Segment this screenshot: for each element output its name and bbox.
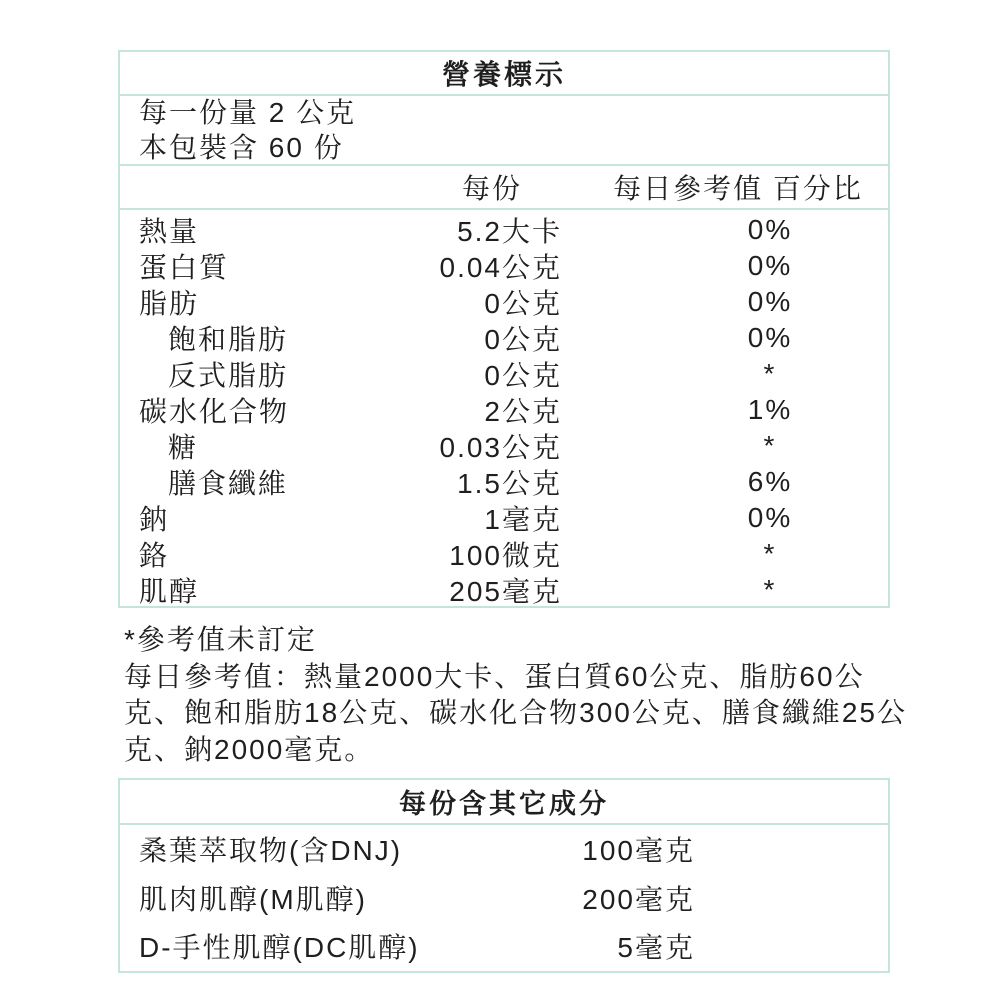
nutrient-name: 熱量 [139,216,200,247]
ingredient-amount: 200毫克 [582,883,695,915]
nutrient-row-sugar [120,426,888,462]
nutrient-amount: 1毫克 [484,504,562,535]
ingredient-amount: 5毫克 [617,932,695,964]
serving-size-line: 每一份量 2 公克 [139,97,357,128]
ingredient-row-myo-inositol [120,874,888,923]
nutrient-name: 肌醇 [139,576,200,607]
ingredients-table [118,778,890,973]
nutrient-row-protein [120,246,888,282]
nutrient-row-chromium [120,534,888,570]
ingredient-row-d-chiro-inositol [120,922,888,971]
nutrient-name: 膳食纖維 [168,468,289,499]
nutrient-row-calories [120,210,888,246]
nutrient-name: 鈉 [139,504,170,535]
nutrient-amount: 1.5公克 [457,468,562,499]
ingredient-row-mulberry-extract [120,825,888,874]
nutrition-table-title: 營養標示 [120,52,888,96]
nutrient-name: 碳水化合物 [139,396,290,427]
nutrient-daily-value: 6% [747,466,793,497]
nutrient-daily-value: 0% [747,250,793,281]
ingredient-amount: 100毫克 [582,835,695,867]
nutrient-row-dietary-fiber [120,462,888,498]
ingredient-name: D-手性肌醇(DC肌醇) [139,932,420,964]
servings-per-pack-line: 本包裝含 60 份 [139,132,344,163]
per-serving-column-header: 每份 [461,173,522,204]
nutrient-name: 反式脂肪 [168,360,289,391]
nutrient-daily-value: 0% [747,214,793,245]
nutrient-name: 糖 [168,432,199,463]
nutrient-row-carbohydrate [120,390,888,426]
nutrient-amount: 5.2大卡 [457,216,562,247]
daily-value-column-header: 每日參考值 百分比 [613,173,863,204]
nutrient-daily-value: * [763,574,777,605]
nutrient-name: 蛋白質 [139,252,230,283]
nutrient-daily-value: 1% [747,394,793,425]
nutrient-daily-value: 0% [747,322,793,353]
nutrient-daily-value: * [763,358,777,389]
undefined-reference-note: *參考值未訂定 [124,624,317,655]
nutrient-daily-value: 0% [747,286,793,317]
nutrient-row-inositol [120,570,888,606]
serving-info [120,96,888,166]
nutrient-row-trans-fat [120,354,888,390]
nutrient-daily-value: * [763,430,777,461]
daily-reference-paragraph: 每日參考值：熱量2000大卡、蛋白質60公克、脂肪60公克、飽和脂肪18公克、碳水化合物300公克、膳食纖維25公克、鈉2000毫克。 [124,660,908,765]
nutrient-row-sodium [120,498,888,534]
nutrient-amount: 0.04公克 [439,252,562,283]
nutrient-amount: 205毫克 [449,576,562,607]
nutrient-name: 脂肪 [139,288,200,319]
nutrient-amount: 0公克 [484,324,562,355]
nutrition-table [118,50,890,608]
nutrient-amount: 0公克 [484,360,562,391]
ingredients-table-title: 每份含其它成分 [120,780,888,825]
ingredient-name: 肌肉肌醇(M肌醇) [139,883,367,915]
nutrient-row-saturated-fat [120,318,888,354]
nutrient-amount: 2公克 [484,396,562,427]
ingredient-name: 桑葉萃取物(含DNJ) [139,835,403,867]
nutrient-name: 鉻 [139,540,170,571]
nutrient-daily-value: 0% [747,502,793,533]
nutrient-amount: 0公克 [484,288,562,319]
column-header-row [120,166,888,210]
footnotes [124,622,916,768]
nutrient-amount: 100微克 [449,540,562,571]
nutrient-daily-value: * [763,538,777,569]
nutrient-row-fat [120,282,888,318]
nutrient-amount: 0.03公克 [439,432,562,463]
nutrient-name: 飽和脂肪 [168,324,289,355]
